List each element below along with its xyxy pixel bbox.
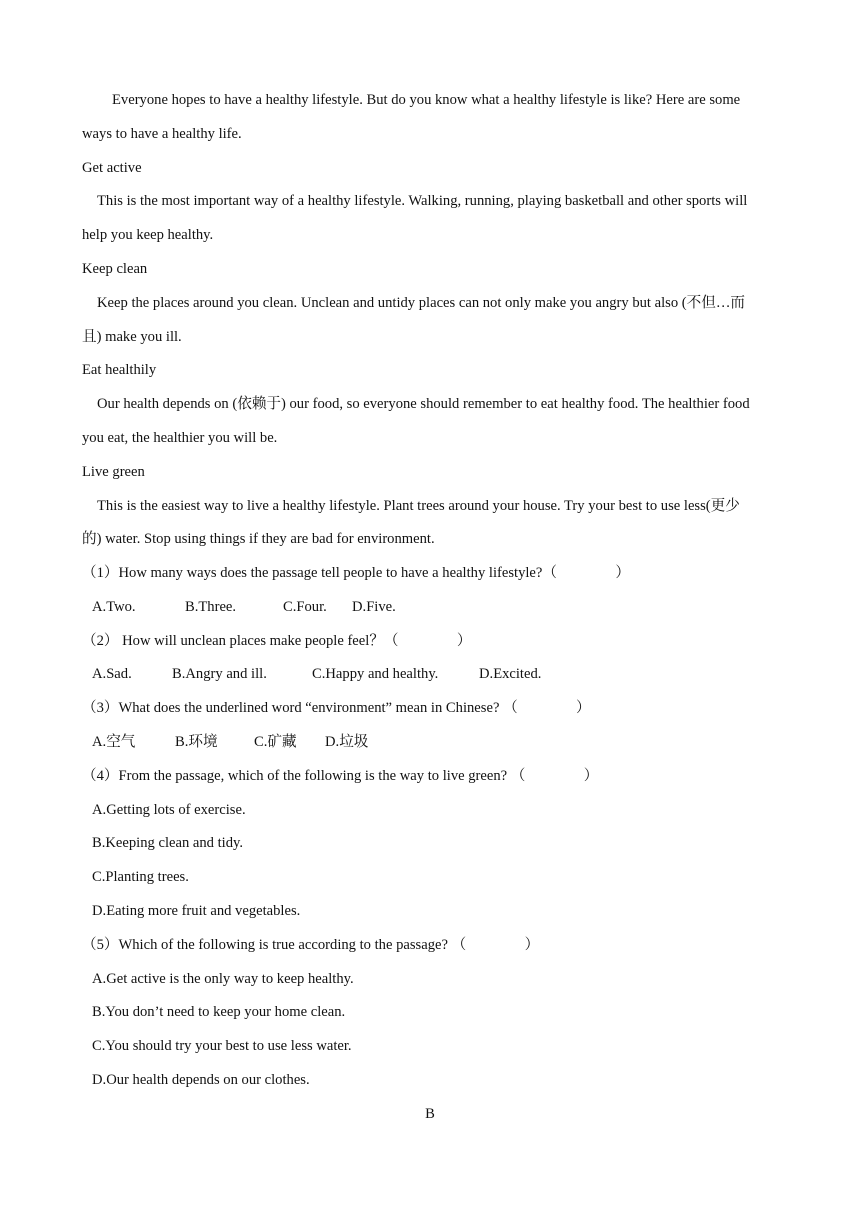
answer-option: A.空气 (92, 734, 136, 750)
answer-option: D.垃圾 (325, 734, 369, 750)
section-text-line: Our health depends on (依赖于) our food, so everyone should remember to eat healthy food. The healthier food (97, 396, 750, 412)
section-heading-get-active: Get active (82, 160, 142, 176)
section-text-line: 的) water. Stop using things if they are bad for environment. (82, 531, 435, 547)
answer-option: D.Five. (352, 599, 396, 615)
question-4: （4）From the passage, which of the following is the way to live green? （ ） (82, 768, 599, 784)
section-text-line: Keep the places around you clean. Unclean and untidy places can not only make you angry but also (不但…而 (97, 295, 746, 311)
question-5: （5）Which of the following is true according to the passage? （ ） (82, 937, 540, 953)
section-heading-live-green: Live green (82, 464, 145, 480)
answer-option: A.Get active is the only way to keep healthy. (92, 971, 354, 987)
intro-line-2: ways to have a healthy life. (82, 126, 242, 142)
question-3: （3）What does the underlined word “environment” mean in Chinese? （ ） (82, 700, 591, 716)
section-heading-eat-healthily: Eat healthily (82, 362, 157, 378)
answer-option: A.Sad. (92, 666, 132, 682)
section-label-b: B (425, 1106, 435, 1122)
question-1: （1）How many ways does the passage tell people to have a healthy lifestyle?（ ） (82, 565, 630, 581)
answer-option: B.Three. (185, 599, 237, 615)
section-text-line: you eat, the healthier you will be. (82, 430, 278, 446)
section-heading-keep-clean: Keep clean (82, 261, 148, 277)
answer-option: A.Two. (92, 599, 136, 615)
answer-option: C.矿藏 (254, 734, 297, 750)
answer-option: B.Keeping clean and tidy. (92, 835, 244, 851)
answer-option: A.Getting lots of exercise. (92, 802, 246, 818)
answer-option: C.You should try your best to use less water. (92, 1038, 352, 1054)
intro-line-1: Everyone hopes to have a healthy lifestyle. But do you know what a healthy lifestyle is like? Here are some (112, 92, 741, 108)
section-text-line: 且) make you ill. (82, 329, 182, 345)
answer-option: C.Planting trees. (92, 869, 189, 885)
section-text-line: This is the most important way of a healthy lifestyle. Walking, running, playing basketball and other sports will (97, 193, 748, 209)
answer-option: D.Our health depends on our clothes. (92, 1072, 310, 1088)
section-text-line: help you keep healthy. (82, 227, 214, 243)
answer-option: D.Eating more fruit and vegetables. (92, 903, 301, 919)
answer-option: B.环境 (175, 734, 218, 750)
answer-option: D.Excited. (479, 666, 542, 682)
answer-option: B.You don’t need to keep your home clean. (92, 1004, 346, 1020)
answer-option: B.Angry and ill. (172, 666, 267, 682)
answer-option: C.Happy and healthy. (312, 666, 439, 682)
answer-option: C.Four. (283, 599, 327, 615)
question-2: （2） How will unclean places make people feel？（ ） (82, 633, 472, 649)
section-text-line: This is the easiest way to live a healthy lifestyle. Plant trees around your house. Try your best to use less(更少 (97, 498, 740, 514)
